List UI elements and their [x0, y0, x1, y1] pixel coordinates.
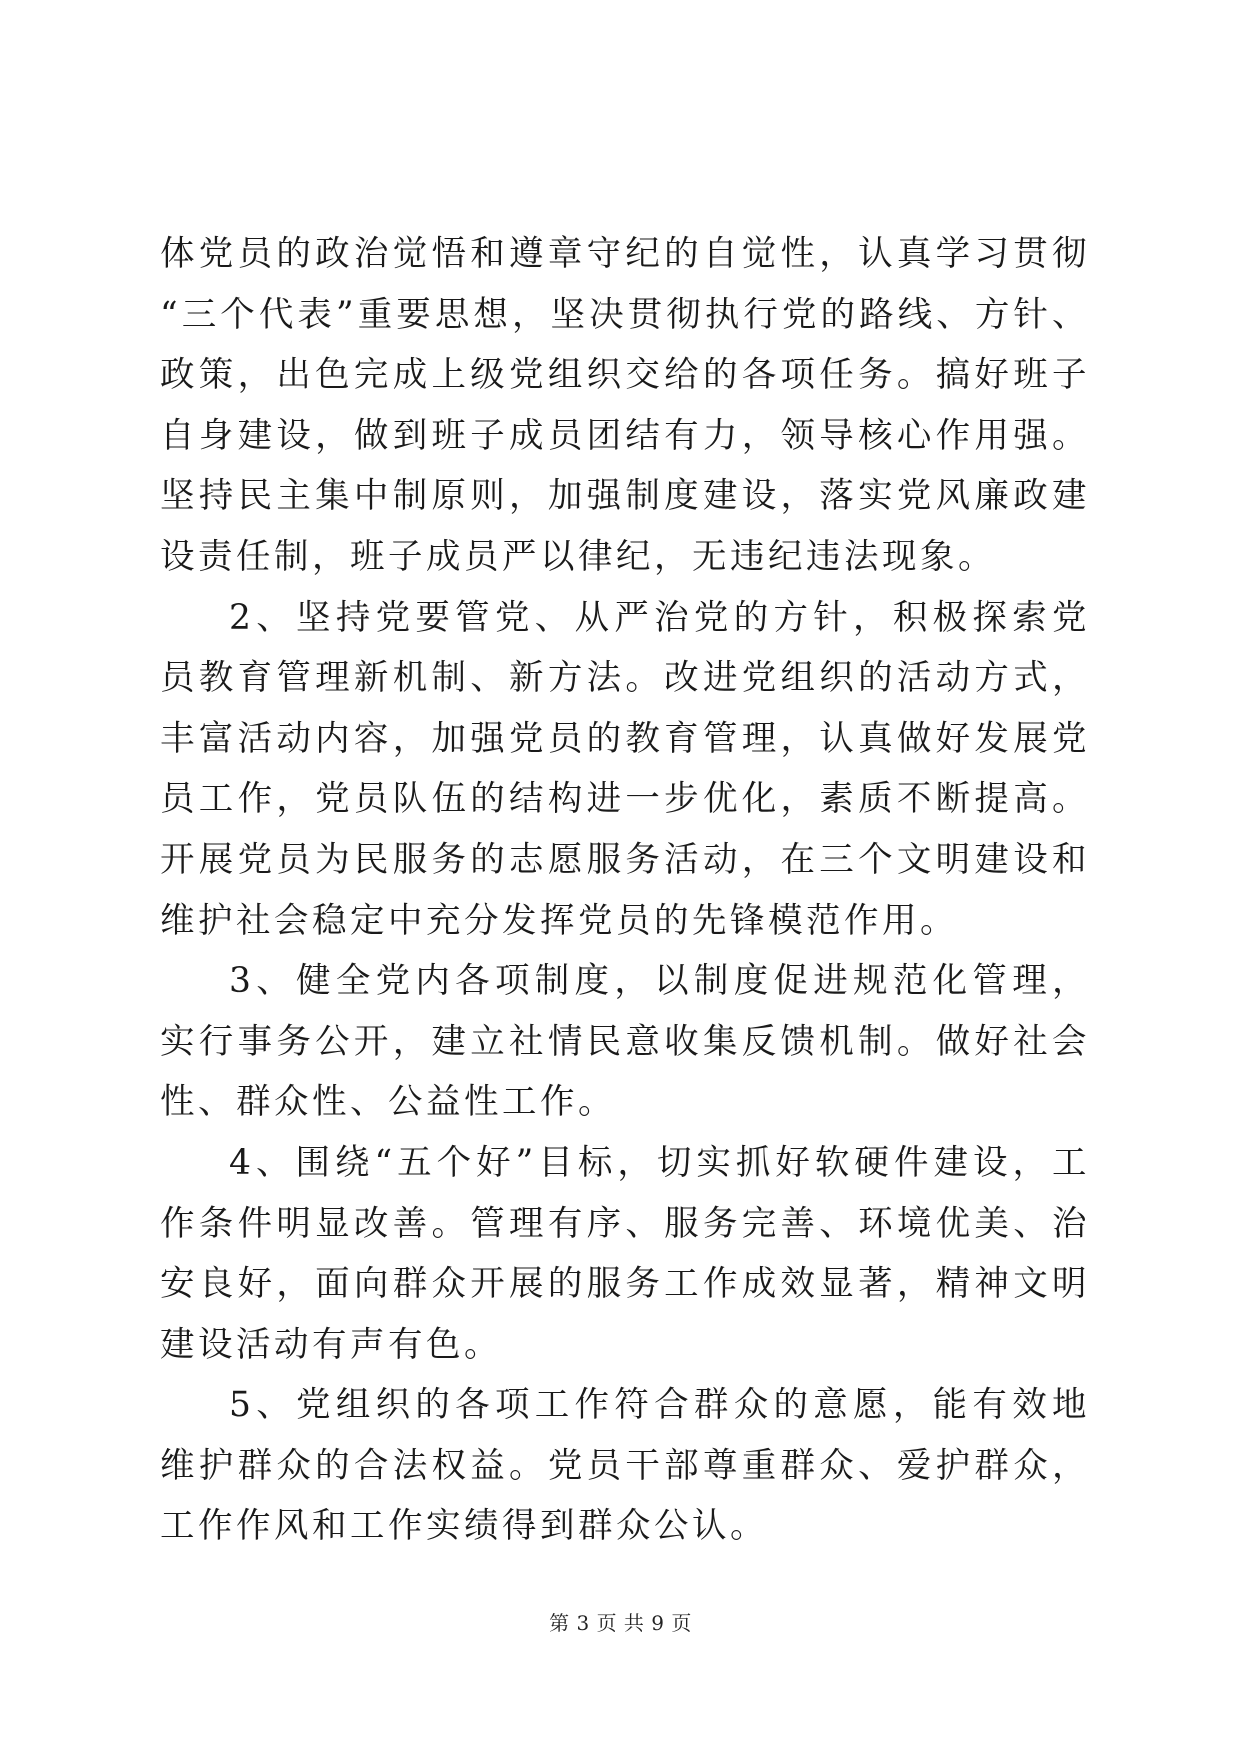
paragraph-item-5: 5、党组织的各项工作符合群众的意愿，能有效地维护群众的合法权益。党员干部尊重群众、爱护群众，工作作风和工作实绩得到群众公认。 [160, 1385, 1090, 1547]
page-number-footer: 第 3 页 共 9 页 [549, 1611, 692, 1635]
paragraph-item-4: 4、围绕“五个好”目标，切实抓好软硬件建设，工作条件明显改善。管理有序、服务完善、环境优美、治安良好，面向群众开展的服务工作成效显著，精神文明建设活动有声有色。 [160, 1142, 1090, 1365]
paragraph-continuation: 体党员的政治觉悟和遵章守纪的自觉性，认真学习贯彻“三个代表”重要思想，坚决贯彻执行党的路线、方针、政策，出色完成上级党组织交给的各项任务。搞好班子自身建设，做到班子成员团结有力，领导核心作用强。坚持民主集中制原则，加强制度建设，落实党风廉政建设责任制，班子成员严以律纪，无违纪违法现象。 [160, 234, 1090, 577]
paragraph-item-3: 3、健全党内各项制度，以制度促进规范化管理，实行事务公开，建立社情民意收集反馈机制。做好社会性、群众性、公益性工作。 [160, 961, 1090, 1123]
document-body [160, 224, 1090, 1557]
paragraph-item-2: 2、坚持党要管党、从严治党的方针，积极探索党员教育管理新机制、新方法。改进党组织的活动方式，丰富活动内容，加强党员的教育管理，认真做好发展党员工作，党员队伍的结构进一步优化，素质不断提高。开展党员为民服务的志愿服务活动，在三个文明建设和维护社会稳定中充分发挥党员的先锋模范作用。 [160, 597, 1090, 941]
